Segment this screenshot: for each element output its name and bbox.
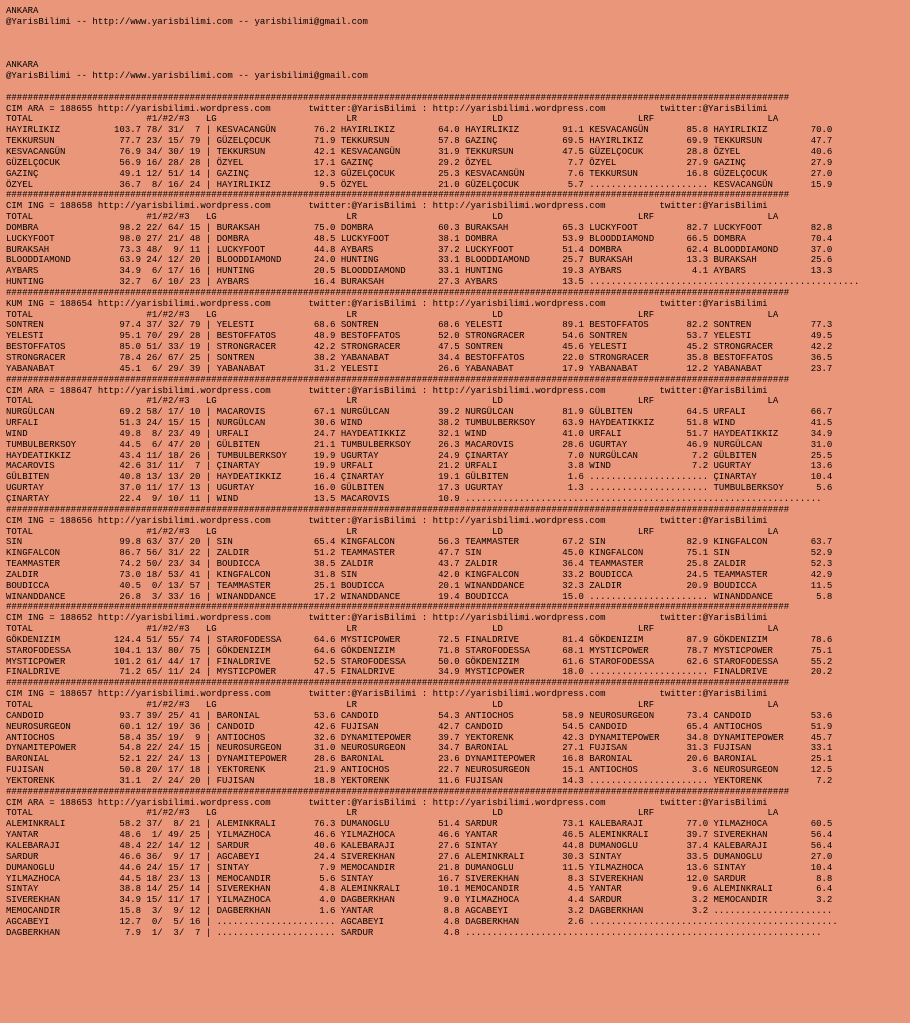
text-line: ÇINARTAY 22.4 9/ 10/ 11 | WIND 13.5 MACAROVIS 10.9 .................................................................. [6,493,822,504]
text-line: GÖKDENIZIM 124.4 51/ 55/ 74 | STAROFODESSA 64.6 MYSTICPOWER 72.5 FINALDRIVE 81.4 GÖKDENIZIM 87.9 GÖKDENIZIM 78.6 [6,634,833,645]
text-line: TOTAL #1/#2/#3 LG LR LD LRF LA [6,526,779,537]
text-line: STAROFODESSA 104.1 13/ 80/ 75 | GÖKDENIZIM 64.6 GÖKDENIZIM 71.8 STAROFODESSA 68.1 MYSTICPOWER 78.7 MYSTICPOWER 75.1 [6,645,833,656]
text-line: DAGBERKHAN 7.9 1/ 3/ 7 | ...................... SARDUR 4.8 .................................................................. [6,927,822,938]
text-line [6,49,11,59]
text-line: YANTAR 48.6 1/ 49/ 25 | YILMAZHOCA 46.6 YILMAZHOCA 46.6 YANTAR 46.5 ALEMINKRALI 39.7 SIVEREKHAN 56.4 [6,830,833,841]
text-line: CIM ARA = 188653 http://yarisbilimi.wordpress.com twitter:@YarisBilimi : http://yarisbilimi.wordpress.com twitter:@YarisBilimi [6,797,768,808]
text-line: TUMBULBERKSOY 44.5 6/ 47/ 20 | GÜLBITEN 21.1 TUMBULBERKSOY 26.3 MACAROVIS 28.6 UGURTAY 46.9 NURGÜLCAN 31.0 [6,439,833,450]
text-line: SONTREN 97.4 37/ 32/ 79 | YELESTI 68.6 SONTREN 68.6 YELESTI 89.1 BESTOFFATOS 82.2 SONTREN 77.3 [6,320,833,331]
text-line: MACAROVIS 42.6 31/ 11/ 7 | ÇINARTAY 19.9 URFALI 21.2 URFALI 3.8 WIND 7.2 UGURTAY 13.6 [6,461,833,472]
text-line: HAYIRLIKIZ 103.7 78/ 31/ 7 | KESVACANGÜN 76.2 HAYIRLIKIZ 64.0 HAYIRLIKIZ 91.1 KESVACANGÜN 85.8 HAYIRLIKIZ 70.0 [6,125,833,136]
text-line: ################################################################################################################################################# [6,92,790,103]
text-line: AYBARS 34.9 6/ 17/ 16 | HUNTING 20.5 BLOODDIAMOND 33.1 HUNTING 19.3 AYBARS 4.1 AYBARS 13.3 [6,266,833,277]
text-line: ################################################################################################################################################# [6,678,790,689]
text-line: KESVACANGÜN 76.9 34/ 30/ 19 | TEKKURSUN 42.1 KESVACANGÜN 31.9 TEKKURSUN 47.5 GÜZELÇOCUK 28.8 ÖZYEL 40.6 [6,146,833,157]
text-line: ALEMINKRALI 58.2 37/ 8/ 21 | ALEMINKRALI 76.3 DUMANOGLU 51.4 SARDUR 73.1 KALEBARAJI 77.0 YILMAZHOCA 60.5 [6,819,833,830]
text-line: GAZINÇ 49.1 12/ 51/ 14 | GAZINÇ 12.3 GÜZELÇOCUK 25.3 KESVACANGÜN 7.6 TEKKURSUN 16.8 GÜZELÇOCUK 27.0 [6,168,833,179]
text-line: ANKARA [6,6,39,16]
text-line [6,39,11,49]
text-line: TOTAL #1/#2/#3 LG LR LD LRF LA [6,700,779,710]
text-line: LUCKYFOOT 98.0 27/ 21/ 48 | DOMBRA 48.5 LUCKYFOOT 38.1 DOMBRA 53.9 BLOODDIAMOND 66.5 DOMBRA 70.4 [6,233,833,244]
text-line: SIN 99.8 63/ 37/ 20 | SIN 65.4 KINGFALCON 56.3 TEAMMASTER 67.2 SIN 82.9 KINGFALCON 63.7 [6,537,833,548]
text-line: ANKARA [6,60,39,71]
text-line: TOTAL #1/#2/#3 LG LR LD LRF LA [6,808,779,819]
text-line: AGCABEYI 12.7 0/ 5/ 16 | ...................... AGCABEYI 4.8 DAGBERKHAN 2.6 .............................................. [6,916,838,927]
text-line [6,82,11,92]
text-line: ANTIOCHOS 58.4 35/ 19/ 9 | ANTIOCHOS 32.6 DYNAMITEPOWER 39.7 YEKTORENK 42.3 DYNAMITEPOWER 34.8 DYNAMITEPOWER 45.7 [6,732,833,743]
text-line: FUJISAN 50.8 20/ 17/ 18 | YEKTORENK 21.9 ANTIOCHOS 22.7 NEUROSURGEON 15.1 ANTIOCHOS 3.6 NEUROSURGEON 12.5 [6,765,833,776]
text-line: SINTAY 38.8 14/ 25/ 14 | SIVEREKHAN 4.8 ALEMINKRALI 10.1 MEMOCANDIR 4.5 YANTAR 9.6 ALEMINKRALI 6.4 [6,884,833,895]
text-line: KUM ING = 188654 http://yarisbilimi.wordpress.com twitter:@YarisBilimi : http://yarisbilimi.wordpress.com twitter:@YarisBilimi [6,298,768,309]
text-line: BLOODDIAMOND 63.9 24/ 12/ 20 | BLOODDIAMOND 24.0 HUNTING 33.1 BLOODDIAMOND 25.7 BURAKSAH 13.3 BURAKSAH 25.6 [6,255,833,266]
text-line: TOTAL #1/#2/#3 LG LR LD LRF LA [6,624,779,635]
text-line: WINANDDANCE 26.8 3/ 33/ 16 | WINANDDANCE 17.2 WINANDDANCE 19.4 BOUDICCA 15.0 ...................... WINANDDANCE 5.8 [6,591,833,602]
text-line: FINALDRIVE 71.2 65/ 11/ 24 | MYSTICPOWER 47.5 FINALDRIVE 34.9 MYSTICPOWER 18.0 ...................... FINALDRIVE 20.2 [6,667,833,678]
text-line: CANDOID 93.7 39/ 25/ 41 | BARONIAL 53.6 CANDOID 54.3 ANTIOCHOS 58.9 NEUROSURGEON 73.4 CANDOID 53.6 [6,710,833,721]
text-line: ################################################################################################################################################# [6,504,790,515]
text-line: KALEBARAJI 48.4 22/ 14/ 12 | SARDUR 40.6 KALEBARAJI 27.6 SINTAY 44.8 DUMANOGLU 37.4 KALEBARAJI 56.4 [6,840,833,851]
text-line: ################################################################################################################################################# [6,190,790,201]
text-line: TOTAL #1/#2/#3 LG LR LD LRF LA [6,309,779,320]
text-line: UGURTAY 37.0 11/ 17/ 13 | UGURTAY 16.0 GÜLBITEN 17.3 UGURTAY 1.3 ...................... TUMBULBERKSOY 5.6 [6,483,833,494]
text-line: HUNTING 32.7 6/ 10/ 23 | AYBARS 16.4 BURAKSAH 27.3 AYBARS 13.5 .................................................. [6,277,860,288]
text-line: TOTAL #1/#2/#3 LG LR LD LRF LA [6,212,779,223]
text-line: YEKTORENK 31.1 2/ 24/ 20 | FUJISAN 18.8 YEKTORENK 11.6 FUJISAN 14.3 ...................... YEKTORENK 7.2 [6,775,833,786]
text-line: @YarisBilimi -- http://www.yarisbilimi.com -- yarisbilimi@gmail.com [6,71,368,82]
text-line: WIND 49.8 8/ 23/ 49 | URFALI 24.7 HAYDEATIKKIZ 32.1 WIND 41.0 URFALI 51.7 HAYDEATIKKIZ 34.9 [6,428,833,439]
text-line: MEMOCANDIR 15.8 3/ 9/ 12 | DAGBERKHAN 1.6 YANTAR 8.8 AGCABEYI 3.2 DAGBERKHAN 3.2 ...................... [6,906,833,917]
text-line: KINGFALCON 86.7 56/ 31/ 22 | ZALDIR 51.2 TEAMMASTER 47.7 SIN 45.0 KINGFALCON 75.1 SIN 52.9 [6,548,833,559]
text-line: CIM ING = 188656 http://yarisbilimi.wordpress.com twitter:@YarisBilimi : http://yarisbilimi.wordpress.com twitter:@YarisBilimi [6,515,768,526]
text-line: YILMAZHOCA 44.5 18/ 23/ 13 | MEMOCANDIR 5.6 SINTAY 16.7 SIVEREKHAN 8.3 SIVEREKHAN 12.0 SARDUR 8.8 [6,873,833,884]
text-line: TOTAL #1/#2/#3 LG LR LD LRF LA [6,396,779,407]
text-line: BARONIAL 52.1 22/ 24/ 13 | DYNAMITEPOWER 28.6 BARONIAL 23.6 DYNAMITEPOWER 16.8 BARONIAL 20.6 BARONIAL 25.1 [6,754,833,765]
text-line: TEAMMASTER 74.2 50/ 23/ 34 | BOUDICCA 38.5 ZALDIR 43.7 ZALDIR 36.4 TEAMMASTER 25.8 ZALDIR 52.3 [6,559,833,570]
text-line: GÜZELÇOCUK 56.9 16/ 28/ 28 | ÖZYEL 17.1 GAZINÇ 29.2 ÖZYEL 7.7 ÖZYEL 27.9 GAZINÇ 27.9 [6,157,833,168]
text-line: ################################################################################################################################################# [6,287,790,298]
text-line: BURAKSAH 73.3 48/ 9/ 11 | LUCKYFOOT 44.8 AYBARS 37.2 LUCKYFOOT 51.4 DOMBRA 62.4 BLOODDIAMOND 37.0 [6,244,833,255]
text-line [6,28,11,38]
text-line: NURGÜLCAN 69.2 58/ 17/ 10 | MACAROVIS 67.1 NURGÜLCAN 39.2 NURGÜLCAN 81.9 GÜLBITEN 64.5 URFALI 66.7 [6,407,833,418]
text-line: ZALDIR 73.0 18/ 53/ 41 | KINGFALCON 31.8 SIN 42.0 KINGFALCON 33.2 BOUDICCA 24.5 TEAMMASTER 42.9 [6,569,833,580]
text-line: YELESTI 95.1 70/ 29/ 28 | BESTOFFATOS 48.9 BESTOFFATOS 52.0 STRONGRACER 54.6 SONTREN 53.7 YELESTI 49.5 [6,331,833,342]
text-line: URFALI 51.3 24/ 15/ 15 | NURGÜLCAN 30.6 WIND 38.2 TUMBULBERKSOY 63.9 HAYDEATIKKIZ 51.8 WIND 41.5 [6,418,833,429]
text-line: TEKKURSUN 77.7 23/ 15/ 79 | GÜZELÇOCUK 71.9 TEKKURSUN 57.8 GAZINÇ 69.5 HAYIRLIKIZ 69.9 TEKKURSUN 47.7 [6,136,833,147]
text-line: TOTAL #1/#2/#3 LG LR LD LRF LA [6,114,779,125]
text-line: CIM ARA = 188655 http://yarisbilimi.wordpress.com twitter:@YarisBilimi : http://yarisbilimi.wordpress.com twitter:@YarisBilimi [6,103,768,114]
text-line: CIM ING = 188657 http://yarisbilimi.wordpress.com twitter:@YarisBilimi : http://yarisbilimi.wordpress.com twitter:@YarisBilimi [6,689,768,700]
text-line: YABANABAT 45.1 6/ 29/ 39 | YABANABAT 31.2 YELESTI 26.6 YABANABAT 17.9 YABANABAT 12.2 YABANABAT 23.7 [6,363,833,374]
text-line: NEUROSURGEON 60.1 12/ 19/ 36 | CANDOID 42.6 FUJISAN 42.7 CANDOID 54.5 CANDOID 65.4 ANTIOCHOS 51.9 [6,721,833,732]
text-line: BESTOFFATOS 85.0 51/ 33/ 19 | STRONGRACER 42.2 STRONGRACER 47.5 SONTREN 45.6 YELESTI 45.2 STRONGRACER 42.2 [6,342,833,353]
text-line: HAYDEATIKKIZ 43.4 11/ 18/ 26 | TUMBULBERKSOY 19.9 UGURTAY 24.9 ÇINARTAY 7.0 NURGÜLCAN 7.2 GÜLBITEN 25.5 [6,450,833,461]
text-line: ÖZYEL 36.7 8/ 16/ 24 | HAYIRLIKIZ 9.5 ÖZYEL 21.0 GÜZELÇOCUK 5.7 ...................... KESVACANGÜN 15.9 [6,179,833,190]
text-line: CIM ARA = 188647 http://yarisbilimi.wordpress.com twitter:@YarisBilimi : http://yarisbilimi.wordpress.com twitter:@YarisBilimi [6,385,768,396]
text-line: ################################################################################################################################################# [6,786,790,797]
text-line: SARDUR 46.6 36/ 9/ 17 | AGCABEYI 24.4 SIVEREKHAN 27.6 ALEMINKRALI 30.3 SINTAY 33.5 DUMANOGLU 27.0 [6,851,833,862]
text-line: DOMBRA 98.2 22/ 64/ 15 | BURAKSAH 75.0 DOMBRA 60.3 BURAKSAH 65.3 LUCKYFOOT 82.7 LUCKYFOOT 82.8 [6,222,833,233]
text-line: DUMANOGLU 44.6 24/ 15/ 17 | SINTAY 7.9 MEMOCANDIR 21.8 DUMANOGLU 11.5 YILMAZHOCA 13.6 SINTAY 10.4 [6,862,833,873]
text-line: DYNAMITEPOWER 54.8 22/ 24/ 15 | NEUROSURGEON 31.0 NEUROSURGEON 34.7 BARONIAL 27.1 FUJISAN 31.3 FUJISAN 33.1 [6,743,833,754]
text-line: CIM ING = 188652 http://yarisbilimi.wordpress.com twitter:@YarisBilimi : http://yarisbilimi.wordpress.com twitter:@YarisBilimi [6,613,768,624]
text-line: MYSTICPOWER 101.2 61/ 44/ 17 | FINALDRIVE 52.5 STAROFODESSA 50.0 GÖKDENIZIM 61.6 STAROFODESSA 62.6 STAROFODESSA 55.2 [6,656,833,667]
text-line: CIM ING = 188658 http://yarisbilimi.wordpress.com twitter:@YarisBilimi : http://yarisbilimi.wordpress.com twitter:@YarisBilimi [6,201,768,212]
text-line: ################################################################################################################################################# [6,374,790,385]
text-line: GÜLBITEN 40.8 13/ 13/ 20 | HAYDEATIKKIZ 16.4 ÇINARTAY 19.1 GÜLBITEN 1.6 ...................... ÇINARTAY 10.4 [6,472,833,483]
text-line: BOUDICCA 40.5 0/ 13/ 57 | TEAMMASTER 25.1 BOUDICCA 20.1 WINANDDANCE 32.3 ZALDIR 20.9 BOUDICCA 11.5 [6,580,833,591]
text-line: SIVEREKHAN 34.9 15/ 11/ 17 | YILMAZHOCA 4.0 DAGBERKHAN 9.0 YILMAZHOCA 4.4 SARDUR 3.2 MEMOCANDIR 3.2 [6,895,833,906]
text-line: @YarisBilimi -- http://www.yarisbilimi.com -- yarisbilimi@gmail.com [6,16,368,27]
text-line: STRONGRACER 78.4 26/ 67/ 25 | SONTREN 38.2 YABANABAT 34.4 BESTOFFATOS 22.0 STRONGRACER 35.8 BESTOFFATOS 36.5 [6,353,833,363]
text-line: ################################################################################################################################################# [6,602,790,613]
